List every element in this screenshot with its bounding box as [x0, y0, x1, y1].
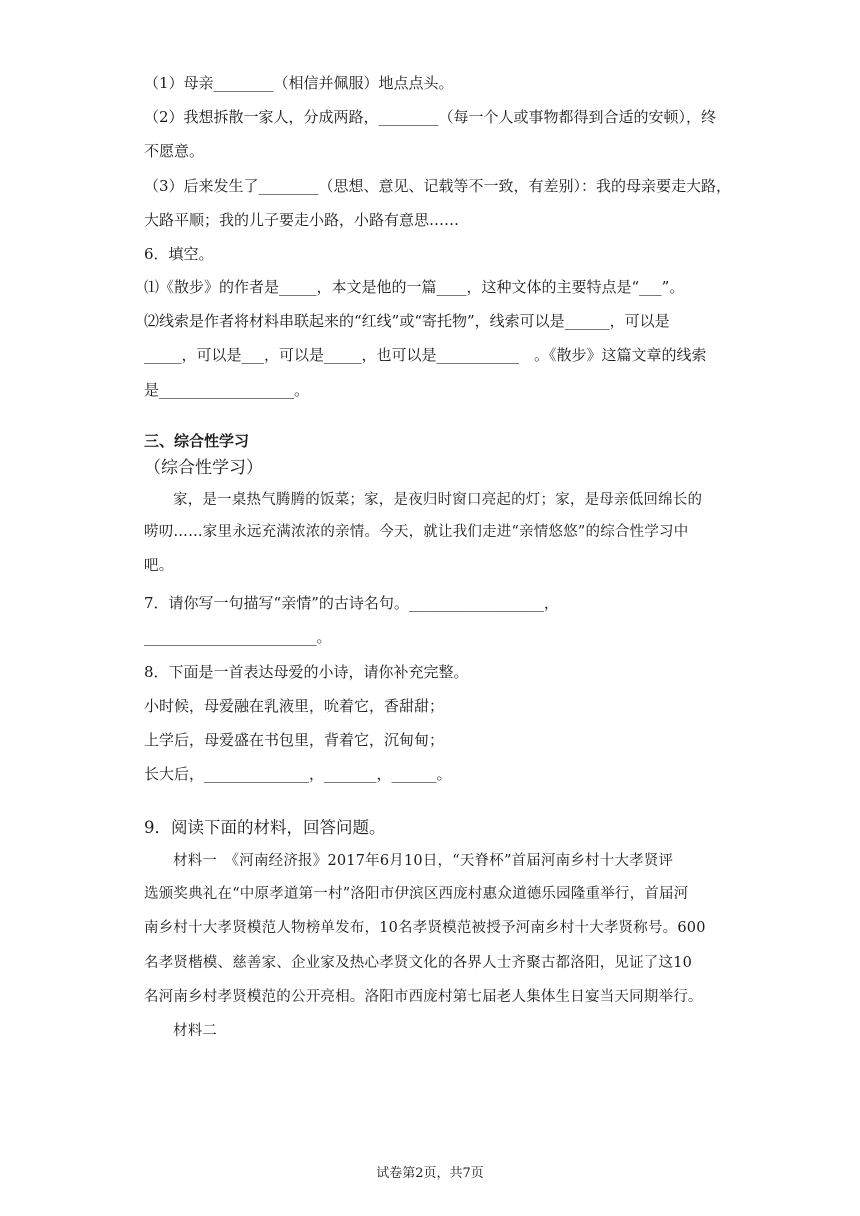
- question-5-item-3: （3）后来发生了________（思想、意见、记载等不一致，有差别）：我的母亲要走大路，: [144, 177, 732, 195]
- poem-line-3: 长大后，______________，_______，______。: [144, 765, 452, 783]
- material-1-line-5: 名河南乡村孝贤模范的公开亮相。洛阳市西庞村第七届老人集体生日宴当天同期举行。: [144, 989, 703, 1005]
- material-2-label: 材料二: [173, 1023, 218, 1039]
- question-9: 9．阅读下面的材料，回答问题。: [144, 818, 386, 837]
- section-subheading: （综合性学习）: [144, 458, 263, 478]
- question-6-item-2-cont: _____，可以是___，可以是_____，也可以是___________ 。《散步》这篇文章的线索: [144, 346, 707, 364]
- intro-paragraph-line-2: 唠叨……家里永远充满浓浓的亲情。今天，就让我们走进“亲情悠悠”的综合性学习中: [144, 524, 689, 540]
- question-5-item-2: （2）我想拆散一家人，分成两路，________（每一个人或事物都得到合适的安顿），终: [144, 108, 717, 126]
- poem-line-2: 上学后，母爱盛在书包里，背着它，沉甸甸；: [144, 731, 445, 749]
- material-1-line-4: 名孝贤楷模、慈善家、企业家及热心孝贤文化的各界人士齐聚古都洛阳，见证了这10: [144, 955, 693, 971]
- material-1-line-3: 南乡村十大孝贤模范人物榜单发布，10名孝贤模范被授予河南乡村十大孝贤称号。600: [144, 920, 706, 936]
- question-6-item-2-end: 是__________________。: [144, 381, 310, 399]
- question-6-title: 6．填空。: [144, 245, 214, 263]
- intro-paragraph-line-1: 家，是一桌热气腾腾的饭菜；家，是夜归时窗口亮起的灯；家，是母亲低回绵长的: [173, 492, 703, 508]
- material-1-line-1: 材料一 《河南经济报》2017年6月10日，“天脊杯”首届河南乡村十大孝贤评: [173, 853, 674, 869]
- question-5-item-2-cont: 不愿意。: [144, 142, 205, 160]
- question-6-item-2: ⑵线索是作者将材料串联起来的“红线”或“寄托物”，线索可以是______，可以是: [144, 312, 670, 330]
- page-footer: 试卷第2页，共7页: [376, 1166, 484, 1181]
- question-7: 7．请你写一句描写“亲情”的古诗名句。__________________，: [144, 594, 559, 612]
- question-5-item-3-cont: 大路平顺；我的儿子要走小路，小路有意思……: [144, 211, 460, 229]
- question-6-item-1: ⑴《散步》的作者是_____，本文是他的一篇____，这种文体的主要特点是“___”。: [144, 278, 685, 296]
- question-7-cont: _______________________。: [144, 628, 332, 646]
- intro-paragraph-line-3: 吧。: [144, 558, 174, 574]
- section-heading: 三、综合性学习: [144, 432, 250, 450]
- question-5-item-1: （1）母亲________（相信并佩服）地点点头。: [144, 74, 454, 92]
- poem-line-1: 小时候，母爱融在乳液里，吮着它，香甜甜；: [144, 697, 445, 715]
- material-1-line-2: 选颁奖典礼在“中原孝道第一村”洛阳市伊滨区西庞村惠众道德乐园隆重举行，首届河: [144, 886, 689, 902]
- question-8: 8．下面是一首表达母爱的小诗，请你补充完整。: [144, 663, 469, 681]
